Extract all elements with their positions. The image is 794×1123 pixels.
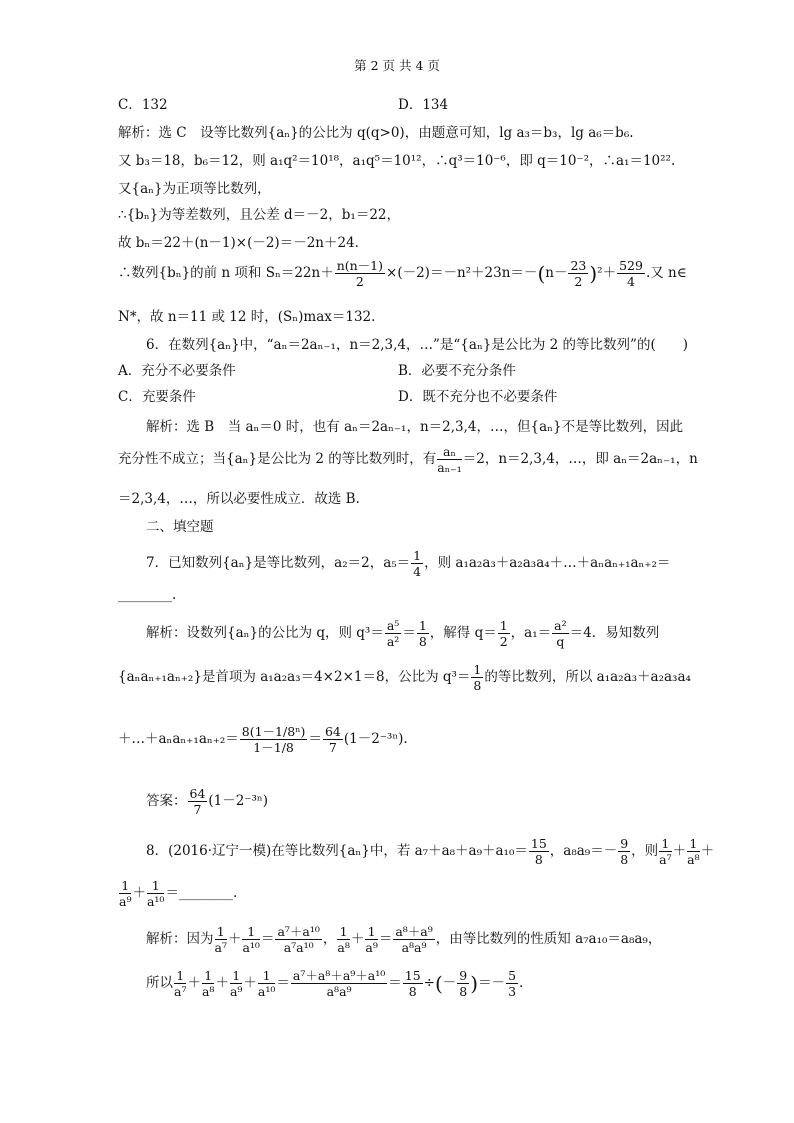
q6-option-c: C．充要条件 [118,389,196,405]
q8-stem-line-1: 8．(2016·辽宁一模)在等比数列{aₙ}中，若 a₇＋a₈＋a₉＋a₁₀＝ $\frac{15}{8}$ ，a₈a₉＝－ $\frac{9}{8}$ ，则 $\frac{1}{\text{a⁷}}$ ＋ $\frac{1}{\text{a⁸}}$ ＋ [146,836,715,867]
q8-solution-line-2: 所以 $\frac{1}{\text{a⁷}}$ ＋ $\frac{1}{\text{a⁸}}$ ＋ $\frac{1}{\text{a⁹}}$ ＋ $\frac{1}{\text{a¹⁰}}$ ＝ $\frac{\text{a⁷＋a⁸＋a⁹＋a¹⁰}}{\text{a⁸a⁹}}$ ＝ $\frac{15}{8}$ ÷(－ $\frac{9}{8}$ )＝－ $\frac{5}{3}$ . [146,968,524,999]
q5-sum-fraction-2: $\frac{23}{2}$ [570,258,587,289]
q5-option-c: C．132 [118,97,168,113]
q5-sum-prefix: ∴数列{bₙ}的前 n 项和 Sₙ＝22n＋ [118,265,334,281]
q5-sum-fraction-3: $\frac{529}{4}$ [619,258,643,289]
q5-solution-line-2: 又 b₃＝18，b₆＝12，则 a₁q²＝10¹⁸，a₁q⁵＝10¹²，∴q³＝10⁻⁶，即 q＝10⁻²，∴a₁＝10²². [118,153,676,169]
q7-frac-1-2: $\frac{1}{2}$ [499,618,508,649]
q8-frac-9-8: $\frac{9}{8}$ [620,836,629,867]
section-title-fill-in: 二、填空题 [146,519,214,535]
q8-frac-15-8: $\frac{15}{8}$ [530,836,547,867]
q8-sum-frac-5: $\frac{\text{a⁷＋a⁸＋a⁹＋a¹⁰}}{\text{a⁸a⁹}}$ [292,968,386,999]
q5-sum-formula: ∴数列{bₙ}的前 n 项和 Sₙ＝22n＋ $\frac{n(n-1)}{2}$ ×(－2)＝－n²＋23n＝－(n－ $\frac{23}{2}$ )²＋ $\frac{529}{4}$ .又 n∈ [118,258,687,289]
q5-solution-line-3: 又{aₙ}为正项等比数列， [118,181,271,197]
q8-sol-frac-3: $\frac{\text{a⁷＋a¹⁰}}{\text{a⁷a¹⁰}}$ [277,924,320,955]
q6-solution-line-2: 充分性不成立；当{aₙ}是公比为 2 的等比数列时，有 $\frac{\text{aₙ}}{\text{aₙ₋₁}}$ ＝2，n＝2,3,4，…，即 aₙ＝2aₙ₋₁，n [118,444,698,475]
q6-option-a: A．充分不必要条件 [118,363,236,379]
q8-sum-frac-2: $\frac{1}{\text{a⁸}}$ [201,968,215,999]
page-header: 第 2 页 共 4 页 [354,58,440,73]
q5-sum-continuation: N*，故 n＝11 或 12 时，(Sₙ)max＝132. [118,309,376,325]
q8-solution-line-1: 解析：因为 $\frac{1}{\text{a⁷}}$ ＋ $\frac{1}{\text{a¹⁰}}$ ＝ $\frac{\text{a⁷＋a¹⁰}}{\text{a⁷a¹⁰}}$ ， $\frac{1}{\text{a⁸}}$ ＋ $\frac{1}{\text{a⁹}}$ ＝ $\frac{\text{a⁸＋a⁹}}{\text{a⁸a⁹}}$ ，由等比数列的性质知 a₇a₁₀＝a₈a₉， [146,924,662,955]
q7-frac-ratio: $\frac{1}{8}$ [473,662,482,693]
q7-stem-fraction: $\frac{1}{4}$ [413,548,422,579]
q6-ratio-fraction: $\frac{\text{aₙ}}{\text{aₙ₋₁}}$ [437,444,462,475]
q5-sum-fraction: $\frac{n(n-1)}{2}$ [336,258,384,289]
q8-sum-frac-7: $\frac{9}{8}$ [459,968,468,999]
q7-answer-fraction: $\frac{64}{7}$ [189,786,206,817]
q7-frac-64-7: $\frac{64}{7}$ [324,724,341,755]
q5-solution-line-1: 解析：选 C 设等比数列{aₙ}的公比为 q(q>0)，由题意可知，lg a₃＝b₃，lg a₆＝b₆. [118,125,634,141]
q8-sol-frac-5: $\frac{1}{\text{a⁹}}$ [365,924,378,955]
q5-solution-line-4: ∴{bₙ}为等差数列，且公差 d＝－2，b₁＝22， [118,207,401,223]
q8-sol-frac-2: $\frac{1}{\text{a¹⁰}}$ [242,924,260,955]
q7-solution-line-1: 解析：设数列{aₙ}的公比为 q，则 q³＝ $\frac{\text{a⁵}}{\text{a²}}$ ＝ $\frac{1}{8}$ ，解得 q＝ $\frac{1}{2}$ ，a₁＝ $\frac{\text{a²}}{q}$ ＝4．易知数列 [146,618,660,649]
q8-sum-frac-1: $\frac{1}{\text{a⁷}}$ [174,968,187,999]
q8-frac-1-a9: $\frac{1}{\text{a⁹}}$ [119,878,132,909]
q8-frac-1-a7: $\frac{1}{\text{a⁷}}$ [659,836,672,867]
q7-stem: 7．已知数列{aₙ}是等比数列，a₂＝2，a₅＝ $\frac{1}{4}$ ，则 a₁a₂a₃＋a₂a₃a₄＋…＋aₙaₙ₊₁aₙ₊₂＝ [146,548,671,579]
q8-sol-frac-1: $\frac{1}{\text{a⁷}}$ [214,924,227,955]
q8-frac-1-a10: $\frac{1}{\text{a¹⁰}}$ [146,878,165,909]
q7-blank: ________. [118,587,177,603]
q6-solution-line-1: 解析：选 B 当 aₙ＝0 时，也有 aₙ＝2aₙ₋₁，n＝2,3,4，…，但{aₙ}不是等比数列，因此 [146,419,684,435]
q5-solution-line-5: 故 bₙ＝22＋(n－1)×(－2)＝－2n＋24. [118,235,359,251]
q8-stem-line-2: $\frac{1}{\text{a⁹}}$ ＋ $\frac{1}{\text{a¹⁰}}$ ＝________. [119,878,238,909]
q7-answer: 答案： $\frac{64}{7}$ (1－2⁻³ⁿ) [146,786,268,817]
q8-sum-frac-4: $\frac{1}{\text{a¹⁰}}$ [257,968,276,999]
q7-sum-fraction: $\frac{\text{8(1－1/8ⁿ)}}{1-1/8}$ [241,724,306,755]
q8-sol-frac-6: $\frac{\text{a⁸＋a⁹}}{\text{a⁸a⁹}}$ [395,924,433,955]
q8-sol-frac-4: $\frac{1}{\text{a⁸}}$ [337,924,350,955]
q6-stem: 6．在数列{aₙ}中，“aₙ＝2aₙ₋₁，n＝2,3,4，…”是“{aₙ}是公比为 2 的等比数列”的( ) [146,337,688,353]
q8-sum-frac-3: $\frac{1}{\text{a⁹}}$ [229,968,243,999]
q6-option-b: B．必要不充分条件 [398,363,516,379]
q8-sum-frac-6: $\frac{15}{8}$ [404,968,421,999]
q6-solution-line-3: ＝2,3,4，…，所以必要性成立．故选 B. [118,491,360,507]
q7-solution-line-3: ＋…＋aₙaₙ₊₁aₙ₊₂＝ $\frac{\text{8(1－1/8ⁿ)}}{1-1/8}$ ＝ $\frac{64}{7}$ (1－2⁻³ⁿ). [118,724,408,755]
q7-frac-a5-a2: $\frac{\text{a⁵}}{\text{a²}}$ [386,618,400,649]
q6-option-d: D．既不充分也不必要条件 [398,389,558,405]
q7-frac-a2-q: $\frac{\text{a²}}{q}$ [554,618,567,649]
q7-frac-1-8: $\frac{1}{8}$ [418,618,427,649]
q5-option-d: D．134 [398,97,449,113]
q8-sum-frac-8: $\frac{5}{3}$ [508,968,517,999]
q5-sum-mid: ×(－2)＝－n²＋23n＝－ [386,265,538,281]
q7-solution-line-2: {aₙaₙ₊₁aₙ₊₂}是首项为 a₁a₂a₃＝4×2×1＝8，公比为 q³＝ $\frac{1}{8}$ 的等比数列，所以 a₁a₂a₃＋a₂a₃a₄ [118,662,691,693]
q8-frac-1-a8: $\frac{1}{\text{a⁸}}$ [687,836,700,867]
